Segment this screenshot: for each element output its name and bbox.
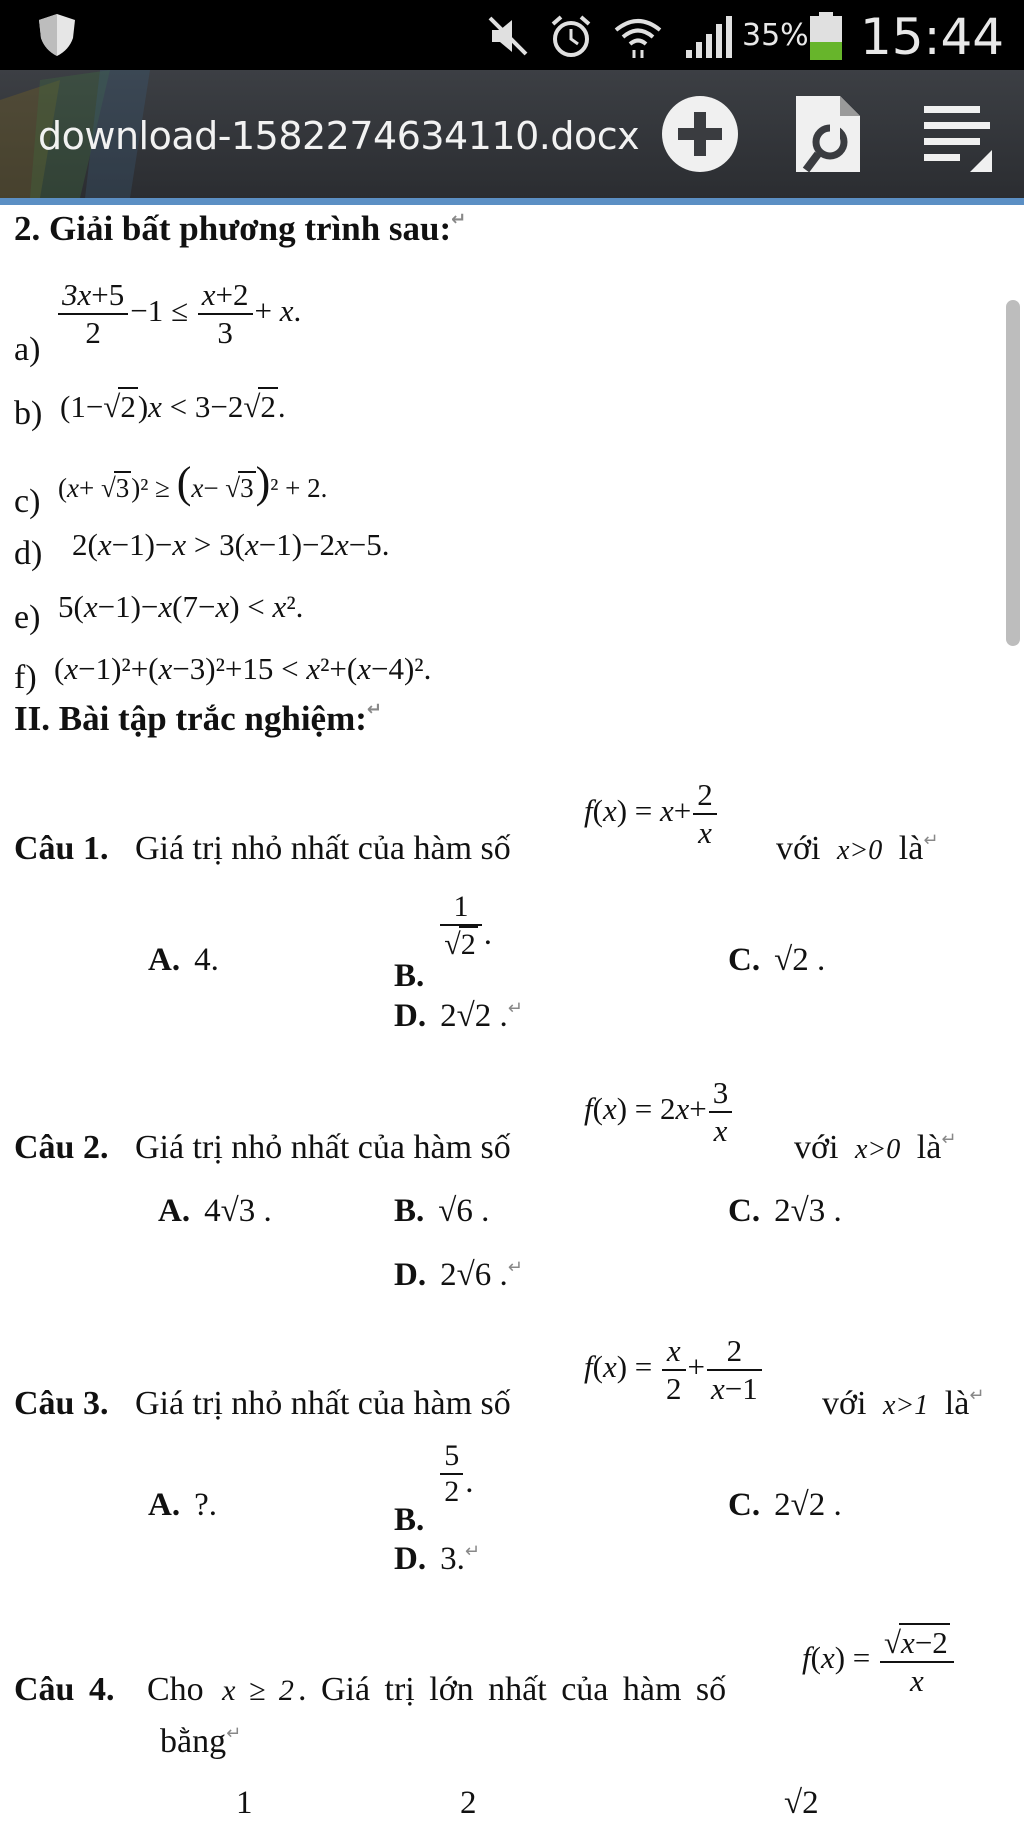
menu-icon[interactable] xyxy=(920,94,996,174)
question-4-formula: f(x) = $\frac{√x-2}{x}$ xyxy=(802,1623,956,1699)
add-icon[interactable] xyxy=(660,94,740,174)
mute-icon xyxy=(486,14,530,58)
edit-document-icon[interactable] xyxy=(790,94,866,174)
question-3-formula: f(x) = $\frac{x}{2}$ + $\frac{2}{x-1}$ xyxy=(584,1333,764,1407)
question-1-formula: f(x) = x+ $\frac{2}{x}$ xyxy=(584,777,719,851)
question-2-number: Câu 2. xyxy=(14,1129,109,1166)
question-1-tail: với x>0 là↵ xyxy=(776,830,939,867)
battery-icon xyxy=(808,12,844,60)
wifi-icon xyxy=(612,14,664,60)
exercise-label-b: b) xyxy=(14,395,43,432)
question-4-option-c-partial[interactable]: √2 xyxy=(784,1785,819,1821)
section-ii-heading: II. Bài tập trắc nghiệm:↵ xyxy=(14,699,382,738)
question-1-option-a[interactable]: A. 4. xyxy=(148,942,219,978)
clock: 15:44 xyxy=(860,8,1005,66)
shield-icon xyxy=(36,12,78,58)
exercise-label-d: d) xyxy=(14,535,43,572)
question-1-number: Câu 1. xyxy=(14,830,109,867)
exercise-formula-a: $\frac{3x+5}{2}$ −1 ≤ $\frac{x+2}{3}$ + x. xyxy=(56,277,301,351)
question-4-option-a-partial[interactable]: 1 xyxy=(236,1785,253,1821)
alarm-icon xyxy=(548,14,594,60)
exercise-label-e: e) xyxy=(14,599,41,636)
question-1-option-b[interactable]: B. $\frac{1}{√2}$ . xyxy=(394,890,492,994)
question-1-option-c[interactable]: C. √2 . xyxy=(728,942,826,978)
question-3 xyxy=(14,1385,511,1423)
question-2 xyxy=(14,1129,511,1167)
question-2-option-d[interactable]: D. 2√6 .↵ xyxy=(394,1257,523,1293)
question-3-option-d[interactable]: D. 3.↵ xyxy=(394,1541,480,1577)
document-title: download-1582274634110.docx xyxy=(38,114,640,158)
question-2-text: Giá trị nhỏ nhất của hàm số xyxy=(134,1129,511,1166)
question-1-text: Giá trị nhỏ nhất của hàm số xyxy=(134,830,511,867)
exercise-formula-b: (1−√2)x < 3−2√2. xyxy=(60,389,286,424)
battery-percent: 35% xyxy=(742,18,809,53)
exercise-formula-f: (x−1)²+(x−3)²+15 < x²+(x−4)². xyxy=(54,651,432,686)
exercise-label-c: c) xyxy=(14,483,41,520)
question-2-option-b[interactable]: B. √6 . xyxy=(394,1193,490,1229)
status-bar xyxy=(0,0,1024,70)
question-4-condition: x ≥ 2 xyxy=(222,1674,294,1707)
question-3-option-a[interactable]: A. ?. xyxy=(148,1487,217,1523)
question-2-formula: f(x) = 2x+ $\frac{3}{x}$ xyxy=(584,1075,734,1149)
question-3-text: Giá trị nhỏ nhất của hàm số xyxy=(134,1385,511,1422)
question-4: Câu 4. Cho x ≥ 2 . Giá trị lớn nhất của hàm số xyxy=(14,1671,727,1708)
signal-icon xyxy=(682,14,734,60)
exercise-formula-d: 2(x−1)−x > 3(x−1)−2x−5. xyxy=(72,527,390,562)
question-2-tail: với x>0 là↵ xyxy=(794,1129,957,1166)
section2-heading: 2. Giải bất phương trình sau:↵ xyxy=(14,209,467,248)
exercise-label-a: a) xyxy=(14,331,41,368)
question-3-option-c[interactable]: C. 2√2 . xyxy=(728,1487,842,1523)
question-2-option-c[interactable]: C. 2√3 . xyxy=(728,1193,842,1229)
question-4-number: Câu 4. xyxy=(14,1671,115,1708)
question-3-number: Câu 3. xyxy=(14,1385,109,1422)
question-3-option-b[interactable]: B. $\frac{5}{2}$ . xyxy=(394,1439,474,1538)
question-4-end: bằng↵ xyxy=(160,1723,242,1760)
exercise-formula-c: (x+ √3)² ≥ (x− √3)² + 2. xyxy=(58,458,328,507)
scrollbar[interactable] xyxy=(1006,300,1020,646)
exercise-label-f: f) xyxy=(14,659,37,696)
question-1 xyxy=(14,830,511,868)
document-view[interactable] xyxy=(0,205,1024,1820)
exercise-formula-e: 5(x−1)−x(7−x) < x². xyxy=(58,589,304,624)
question-2-option-a[interactable]: A. 4√3 . xyxy=(158,1193,272,1229)
question-4-option-b-partial[interactable]: 2 xyxy=(460,1785,477,1821)
question-3-tail: với x>1 là↵ xyxy=(822,1385,985,1422)
question-1-option-d[interactable]: D. 2√2 .↵ xyxy=(394,998,523,1034)
app-toolbar xyxy=(0,70,1024,205)
